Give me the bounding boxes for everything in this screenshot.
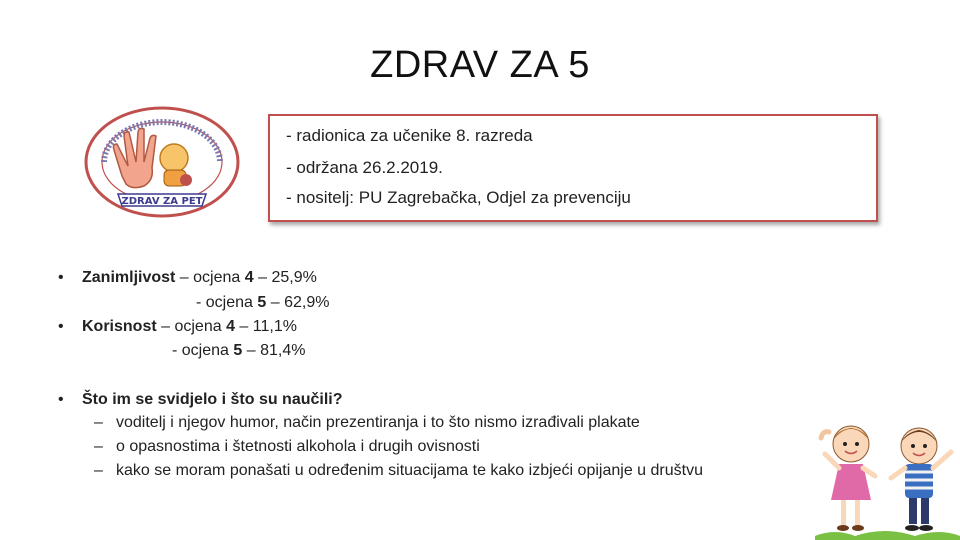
question-label: Što im se svidjelo i što su naučili? [82, 391, 343, 408]
zanimljivost-val1: – 25,9% [253, 269, 317, 286]
korisnost-line-2 [172, 342, 305, 360]
korisnost-sep1: – ocjena [156, 318, 227, 335]
korisnost-val2: – 81,4% [242, 342, 306, 359]
korisnost-grade2: 5 [233, 342, 243, 359]
zanimljivost-val2: – 62,9% [266, 294, 330, 311]
question-item-1: voditelj i njegov humor, način prezentiranja i to što nismo izrađivali plakate [116, 414, 640, 431]
korisnost-grade1: 4 [226, 318, 235, 335]
question-item-2: o opasnostima i štetnosti alkohola i drugih ovisnosti [116, 438, 480, 455]
zanimljivost-grade1: 4 [244, 269, 254, 286]
zanimljivost-sep1: – ocjena [175, 269, 245, 286]
bullet-zanimljivost: • [58, 269, 64, 286]
zanimljivost-line-2 [196, 294, 329, 312]
question-heading [82, 391, 343, 409]
info-line-3: - nositelj: PU Zagrebačka, Odjel za prevenciju [286, 188, 631, 207]
zanimljivost-pre2: - ocjena [196, 294, 258, 311]
korisnost-label: Korisnost [82, 318, 157, 335]
dash-3: – [94, 462, 103, 479]
korisnost-line-1 [82, 318, 297, 336]
zanimljivost-grade2: 5 [257, 294, 267, 311]
bullet-question: • [58, 391, 64, 408]
dash-1: – [94, 414, 103, 431]
logo-banner-text: ZDRAV ZA PET [121, 196, 203, 207]
zdrav-za-pet-logo-icon [82, 106, 242, 218]
zanimljivost-line-1 [82, 269, 317, 287]
info-line-1: - radionica za učenike 8. razreda [286, 126, 533, 145]
bullet-korisnost: • [58, 318, 64, 335]
info-line-2: - održana 26.2.2019. [286, 158, 443, 177]
korisnost-pre2: - ocjena [172, 342, 234, 359]
korisnost-val1: – 11,1% [234, 318, 297, 335]
zanimljivost-label: Zanimljivost [82, 269, 176, 286]
question-item-3: kako se moram ponašati u određenim situacijama te kako izbjeći opijanje u društvu [116, 462, 703, 479]
dash-2: – [94, 438, 103, 455]
slide-title: ZDRAV ZA 5 [370, 44, 590, 86]
children-illustration-icon [815, 418, 960, 540]
